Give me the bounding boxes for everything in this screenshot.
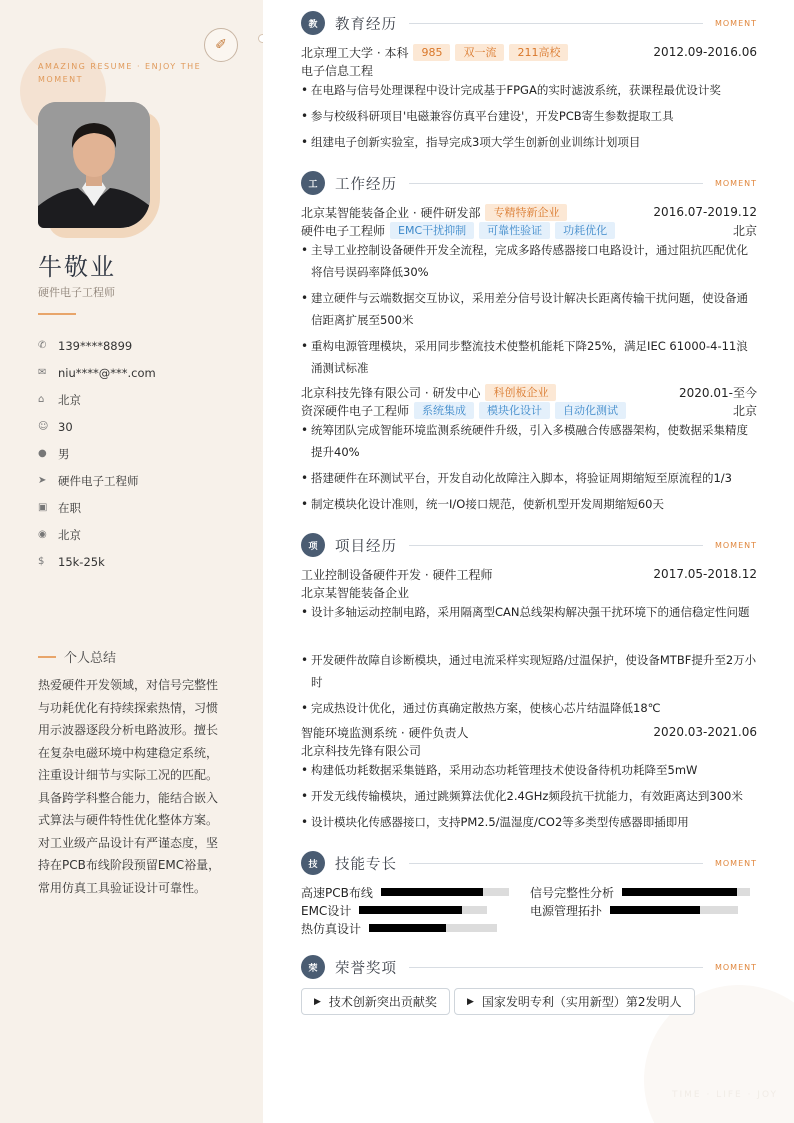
list-item: • 统筹团队完成智能环境监测系统硬件升级，引入多模融合传感器架构，使数据采集精度提升40% (301, 419, 757, 463)
section-badge: 教 (301, 11, 325, 35)
divider (409, 545, 703, 546)
skill-bar (622, 888, 750, 896)
skill-bar (610, 906, 738, 914)
age-icon: ☺ (38, 421, 49, 432)
city: 北京 (732, 223, 757, 238)
section-title: 技能专长 (335, 856, 397, 873)
job-row (301, 203, 757, 221)
role: 硬件电子工程师 (301, 223, 386, 238)
list-item: • 构建低功耗数据采集链路，采用动态功耗管理技术使设备待机功耗降至5mW (301, 759, 757, 781)
skill-bar-fill (369, 924, 446, 932)
section-work-header (301, 171, 757, 195)
skill-item: 热仿真设计 (301, 920, 497, 936)
tag: 自动化测试 (555, 402, 626, 419)
section-badge: 技 (301, 851, 325, 875)
skill-item: EMC设计 (301, 902, 487, 918)
award-item: ▶ 国家发明专利（实用新型）第2发明人 (454, 988, 695, 1015)
summary-heading: 个人总结 (38, 647, 116, 666)
section-badge: 项 (301, 533, 325, 557)
major: 电子信息工程 (301, 63, 374, 78)
contact-position: ➤ 硬件电子工程师 (38, 473, 139, 488)
skill-item: 电源管理拓扑 (530, 902, 738, 918)
sidebar (0, 0, 263, 1123)
date: 2016.07-2019.12 (653, 205, 757, 219)
skill-bar (381, 888, 509, 896)
divider (409, 863, 703, 864)
skill-bar-fill (610, 906, 700, 914)
location-pin-icon: ◉ (38, 529, 47, 540)
list-item: • 参与校级科研项目'电磁兼容仿真平台建设'，开发PCB寄生参数提取工具 (301, 105, 757, 127)
moment-label: MOMENT (714, 18, 757, 28)
moment-label: MOMENT (714, 540, 757, 550)
section-title: 项目经历 (335, 538, 397, 555)
skill-bar (369, 924, 497, 932)
play-icon: ▶ (314, 996, 321, 1007)
play-icon: ▶ (467, 996, 474, 1007)
mail-icon: ✉ (38, 367, 47, 378)
project-row (301, 723, 757, 741)
contact-home: ⌂ 北京 (38, 392, 81, 407)
summary-text: 热爱硬件开发领域，对信号完整性与功耗优化有持续探索热情，习惯用示波器逐段分析电路波形。擅长在复杂电磁环境中构建稳定系统，注重设计细节与实际工况的匹配。具备跨学科整合能力，能结合嵌入式算法与硬件特性优化整体方案。对工业级产品设计有严谨态度，坚持在PCB布线阶段预留EMC裕量，常用仿真工具验证设计可靠性。 (38, 678, 221, 895)
contact-email: ✉ niu****@***.com (38, 365, 156, 380)
project-row (301, 565, 757, 583)
divider (409, 23, 703, 24)
job-title: 硬件电子工程师 (38, 286, 115, 299)
section-badge: 荣 (301, 955, 325, 979)
list-item: • 建立硬件与云端数据交互协议，采用差分信号设计解决长距离传输干扰问题，使设备通信距离扩展至500米 (301, 287, 757, 331)
tag: 双一流 (455, 44, 504, 61)
section-title: 荣誉奖项 (335, 960, 397, 977)
send-icon: ➤ (38, 475, 47, 486)
role-row (301, 221, 757, 239)
section-badge: 工 (301, 171, 325, 195)
project-org: 北京某智能装备企业 (301, 585, 410, 600)
job-row (301, 383, 757, 401)
home-icon: ⌂ (38, 394, 45, 405)
section-education-header (301, 11, 757, 35)
skill-bar-fill (381, 888, 483, 896)
tag: 科创板企业 (485, 384, 556, 401)
education-row (301, 43, 757, 61)
decorative-dot (258, 34, 263, 43)
avatar (38, 102, 150, 228)
tag: 211高校 (509, 44, 568, 61)
company-name: 北京某智能装备企业 · 硬件研发部 (301, 205, 481, 220)
money-icon: $ (38, 556, 45, 567)
list-item: • 设计多轴运动控制电路，采用隔离型CAN总线架构解决强干扰环境下的通信稳定性问题 (301, 601, 757, 623)
date: 2012.09-2016.06 (653, 45, 757, 59)
divider (409, 967, 703, 968)
award-item: ▶ 技术创新突出贡献奖 (301, 988, 450, 1015)
briefcase-icon: ▣ (38, 502, 48, 513)
tag: 功耗优化 (555, 222, 615, 239)
date: 2017.05-2018.12 (653, 567, 757, 581)
list-item: • 主导工业控制设备硬件开发全流程，完成多路传感器接口电路设计，通过阻抗匹配优化将信号误码率降低30% (301, 239, 757, 283)
list-item: • 搭建硬件在环测试平台，开发自动化故障注入脚本，将验证周期缩短至原流程的1/3 (301, 467, 757, 489)
list-item: • 在电路与信号处理课程中设计完成基于FPGA的实时滤波系统，获课程最优设计奖 (301, 79, 757, 101)
summary-accent-bar (38, 656, 56, 658)
contact-list (38, 332, 156, 575)
divider (409, 183, 703, 184)
skill-item: 信号完整性分析 (530, 884, 750, 900)
school-name: 北京理工大学 · 本科 (301, 45, 409, 60)
skill-bar-fill (622, 888, 737, 896)
project-name: 智能环境监测系统 · 硬件负责人 (301, 725, 469, 740)
skill-bar (359, 906, 487, 914)
section-projects-header (301, 533, 757, 557)
section-awards-header (301, 955, 757, 979)
tag: 模块化设计 (479, 402, 550, 419)
contact-status: ▣ 在职 (38, 500, 81, 515)
list-item: • 完成热设计优化，通过仿真确定散热方案，使核心芯片结温降低18℃ (301, 697, 757, 719)
project-name: 工业控制设备硬件开发 · 硬件工程师 (301, 567, 493, 582)
watermark: TIME · LIFE · JOY (672, 1090, 779, 1100)
tag: 985 (413, 44, 450, 61)
contact-location: ◉ 北京 (38, 527, 81, 542)
gender-icon: ● (38, 448, 47, 459)
role: 资深硬件电子工程师 (301, 403, 410, 418)
tag: 可靠性验证 (479, 222, 550, 239)
list-item: • 重构电源管理模块，采用同步整流技术使整机能耗下降25%，满足IEC 61000-4-11浪涌测试标准 (301, 335, 757, 379)
logo-icon: ✐ (204, 28, 238, 62)
tag: EMC干扰抑制 (390, 222, 474, 239)
slogan: AMAZING RESUME · ENJOY THE MOMENT (38, 62, 202, 84)
moment-label: MOMENT (714, 858, 757, 868)
divider (38, 313, 76, 315)
list-item: • 组建电子创新实验室，指导完成3项大学生创新创业训练计划项目 (301, 131, 757, 153)
contact-salary: $ 15k-25k (38, 554, 105, 569)
list-item: • 开发硬件故障自诊断模块，通过电流采样实现短路/过温保护，使设备MTBF提升至2万小时 (301, 649, 757, 693)
project-org: 北京科技先锋有限公司 (301, 743, 422, 758)
date: 2020.03-2021.06 (653, 725, 757, 739)
date: 2020.01-至今 (679, 385, 757, 400)
skill-bar-fill (359, 906, 461, 914)
tag: 专精特新企业 (485, 204, 567, 221)
city: 北京 (732, 403, 757, 418)
person-name: 牛敬业 (38, 253, 116, 281)
moment-label: MOMENT (714, 178, 757, 188)
section-title: 工作经历 (335, 176, 397, 193)
contact-phone: ✆ 139****8899 (38, 338, 133, 353)
contact-gender: ● 男 (38, 446, 70, 461)
list-item: • 制定模块化设计准则，统一I/O接口规范，使新机型开发周期缩短60天 (301, 493, 757, 515)
moment-label: MOMENT (714, 962, 757, 972)
tag: 系统集成 (414, 402, 474, 419)
list-item: • 开发无线传输模块，通过跳频算法优化2.4GHz频段抗干扰能力，有效距离达到300米 (301, 785, 757, 807)
section-skills-header (301, 851, 757, 875)
phone-icon: ✆ (38, 340, 47, 351)
company-name: 北京科技先锋有限公司 · 研发中心 (301, 385, 481, 400)
contact-age: ☺ 30 (38, 419, 73, 434)
section-title: 教育经历 (335, 16, 397, 33)
list-item: • 设计模块化传感器接口，支持PM2.5/温湿度/CO2等多类型传感器即插即用 (301, 811, 757, 833)
skill-item: 高速PCB布线 (301, 884, 509, 900)
role-row (301, 401, 757, 419)
